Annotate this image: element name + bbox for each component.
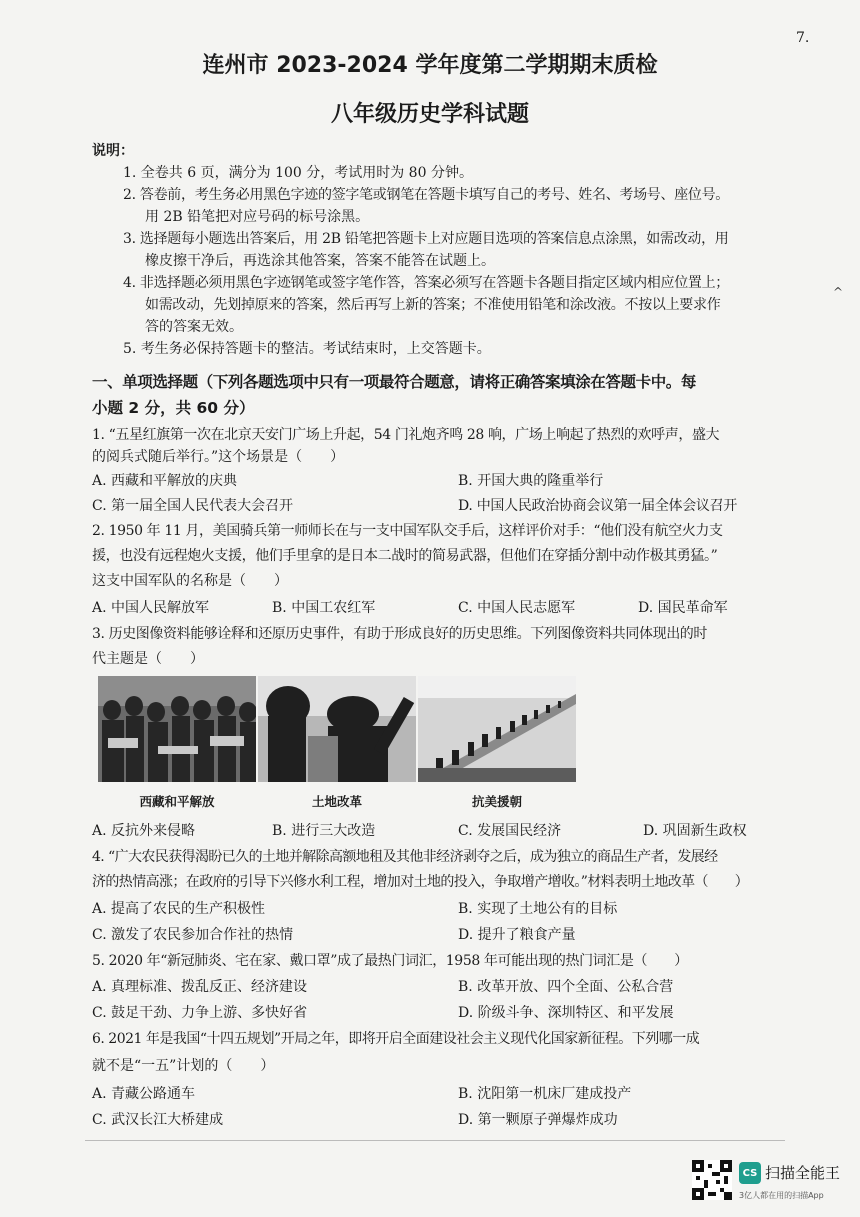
question-6-option-b: B. 沈阳第一机床厂建成投产 [458,1086,632,1102]
question-3-stem: 3. 历史图像资料能够诠释和还原历史事件，有助于形成良好的历史思维。下列图像资料共同体现出的时 [92,626,708,642]
question-5-stem: 5. 2020 年“新冠肺炎、宅在家、戴口罩”成了最热门词汇，1958 年可能出现的热门词汇是（ ） [92,953,688,969]
question-4-option-a: A. 提高了农民的生产积极性 [92,901,266,917]
question-3-stem-cont: 代主题是（ ） [92,651,204,667]
qr-code-icon [692,1160,732,1200]
question-4-stem: 4. “广大农民获得渴盼已久的土地并解除高额地租及其他非经济剥夺之后，成为独立的商品生产者，发展经 [92,849,718,865]
photo-caption: 抗美援朝 [471,794,522,809]
question-1-stem: 1. “五星红旗第一次在北京天安门广场上升起，54 门礼炮齐鸣 28 响，广场上响起了热烈的欢呼声，盛大 [92,427,720,443]
instructions-heading: 说明： [92,143,134,159]
instruction-item: 3. 选择题每小题选出答案后，用 2B 铅笔把答题卡上对应题目选项的答案信息点涂黑，如需改动，用 [123,231,729,247]
question-5-option-d: D. 阶级斗争、深圳特区、和平发展 [458,1005,674,1021]
question-3-option-c: C. 发展国民经济 [458,823,562,839]
question-2-option-b: B. 中国工农红军 [272,600,376,616]
question-2-option-d: D. 国民革命军 [638,600,728,616]
page-number: 7. [796,30,810,46]
question-6-stem: 6. 2021 年是我国“十四五规划”开局之年，即将开启全面建设社会主义现代化国家新征程。下列哪一成 [92,1031,700,1047]
question-6-option-a: A. 青藏公路通车 [92,1086,196,1102]
question-2-stem-cont: 援，也没有远程炮火支援，他们手里拿的是日本二战时的简易武器，但他们在穿插分割中动作极其勇猛。” [92,548,718,564]
instruction-item: 答的答案无效。 [145,319,243,335]
question-1-option-b: B. 开国大典的隆重举行 [458,473,604,489]
question-3-option-b: B. 进行三大改造 [272,823,376,839]
scanner-app-name: 扫描全能王 [765,1164,841,1182]
section-heading-cont: 小题 2 分，共 60 分） [92,399,255,417]
instruction-item: 如需改动，先划掉原来的答案，然后再写上新的答案；不准使用铅笔和涂改液。不按以上要求作 [145,297,721,313]
photo-resist-us-aid-korea [418,676,576,782]
question-2-option-a: A. 中国人民解放军 [92,600,210,616]
instruction-item: 橡皮擦干净后，再选涂其他答案，答案不能答在试题上。 [145,253,495,269]
scanner-tagline: 3亿人都在用的扫描App [739,1191,824,1200]
page-divider [85,1140,785,1141]
question-6-stem-cont: 就不是“一五”计划的（ ） [92,1058,275,1074]
question-4-option-b: B. 实现了土地公有的目标 [458,901,618,917]
instruction-item: 5. 考生务必保持答题卡的整洁。考试结束时，上交答题卡。 [123,341,491,357]
question-6-option-c: C. 武汉长江大桥建成 [92,1112,224,1128]
question-1-option-a: A. 西藏和平解放的庆典 [92,473,238,489]
question-4-option-d: D. 提升了粮食产量 [458,927,576,943]
question-2-stem-end: 这支中国军队的名称是（ ） [92,573,288,589]
instruction-item: 1. 全卷共 6 页，满分为 100 分，考试用时为 80 分钟。 [123,165,473,181]
instruction-item: 4. 非选择题必须用黑色字迹钢笔或签字笔作答，答案必须写在答题卡各题目指定区域内相应位置上； [123,275,730,291]
question-2-stem: 2. 1950 年 11 月，美国骑兵第一师师长在与一支中国军队交手后，这样评价对手：“他们没有航空火力支 [92,523,723,539]
exam-subtitle: 八年级历史学科试题 [330,102,529,127]
question-1-stem-cont: 的阅兵式随后举行。”这个场景是（ ） [92,449,345,465]
instruction-item: 用 2B 铅笔把对应号码的标号涂黑。 [145,209,370,225]
question-2-option-c: C. 中国人民志愿军 [458,600,576,616]
camscanner-logo: CS [739,1162,761,1184]
instruction-item: 2. 答卷前，考生务必用黑色字迹的签字笔或钢笔在答题卡填写自己的考号、姓名、考场号、座位号。 [123,187,730,203]
question-4-option-c: C. 激发了农民参加合作社的热情 [92,927,294,943]
question-4-stem-cont: 济的热情高涨；在政府的引导下兴修水利工程，增加对土地的投入，争取增产增收。”材料表明土地改革（ ） [92,874,749,890]
exam-title: 连州市 2023-2024 学年度第二学期期末质检 [202,53,658,78]
question-3-option-d: D. 巩固新生政权 [643,823,747,839]
photo-land-reform [258,676,416,782]
question-1-option-c: C. 第一届全国人民代表大会召开 [92,498,294,514]
question-5-option-b: B. 改革开放、四个全面、公私合营 [458,979,674,995]
question-5-option-c: C. 鼓足干劲、力争上游、多快好省 [92,1005,308,1021]
section-heading: 一、单项选择题（下列各题选项中只有一项最符合题意，请将正确答案填涂在答题卡中。每 [92,373,697,391]
question-5-option-a: A. 真理标准、拨乱反正、经济建设 [92,979,308,995]
question-1-option-d: D. 中国人民政治协商会议第一届全体会议召开 [458,498,738,514]
question-3-option-a: A. 反抗外来侵略 [92,823,196,839]
edge-mark: ^ [833,285,844,299]
photo-tibet-liberation [98,676,256,782]
photo-caption: 西藏和平解放 [139,794,215,809]
photo-caption: 土地改革 [311,794,362,809]
question-6-option-d: D. 第一颗原子弹爆炸成功 [458,1112,618,1128]
